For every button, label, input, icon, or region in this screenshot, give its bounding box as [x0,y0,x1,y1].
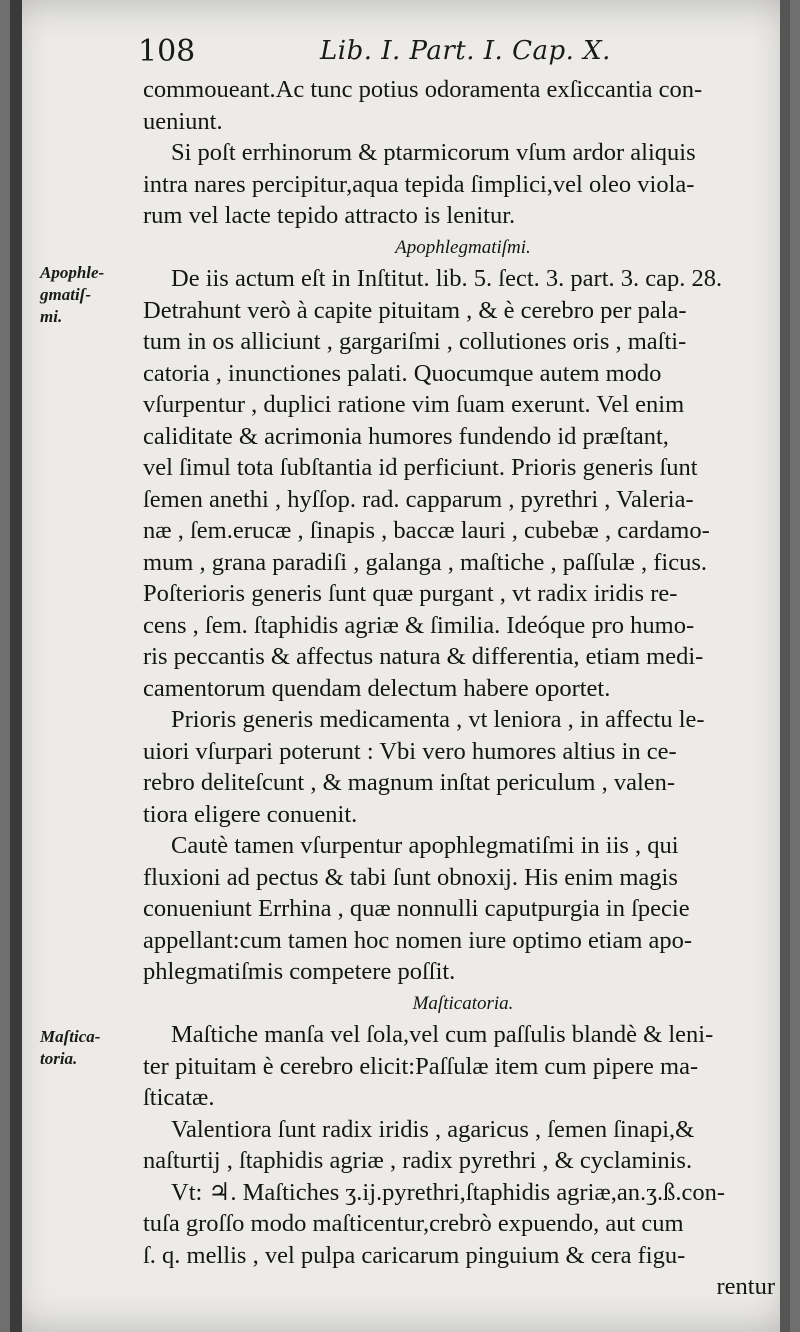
text-line: phlegmatiſmis competere poſſit. [143,958,456,985]
text-line: tuſa groſſo modo maſticentur,crebrò expuendo, aut cum [143,1210,684,1237]
text-line: intra nares percipitur,aqua tepida ſimplici,vel oleo viola- [143,170,695,198]
text-line: Detrahunt verò à capite pituitam , & è cerebro per pala- [143,296,687,324]
page-gutter-shadow [10,0,22,1332]
text-line: Cautè tamen vſurpentur apophlegmatiſmi in iis , qui [171,832,679,859]
text-line: rentur [716,1273,775,1300]
text-line: Poſterioris generis ſunt quæ purgant , vt radix iridis re- [143,580,678,607]
text-line: rum vel lacte tepido attracto is lenitur. [143,202,516,229]
margin-note-masticatoria [40,1026,135,1070]
margin-note-line: gmatiſ- [40,285,91,304]
text-line: ter pituitam è cerebro elicit:Paſſulæ item cum pipere ma- [143,1052,699,1080]
text-line: Prioris generis medicamenta , vt leniora , in affectu le- [171,706,705,733]
section-heading: Maſticatoria. [412,992,514,1014]
running-title: Lib. I. Part. I. Cap. X. [320,36,611,66]
book-page [10,0,790,1332]
margin-note-line: Apophle- [40,263,105,282]
text-line: rebro deliteſcunt , & magnum inſtat periculum , valen- [143,769,676,796]
text-line: Vt: ♃. Maſtiches ʒ.ij.pyrethri,ſtaphidis agriæ,an.ʒ.ß.con- [171,1178,726,1206]
text-line: Maſtiche manſa vel ſola,vel cum paſſulis blandè & leni- [171,1021,714,1048]
text-line: ueniunt. [143,107,223,135]
text-line: commoueant.Ac tunc potius odoramenta exſiccantia con- [143,76,703,103]
text-line: tiora eligere conuenit. [143,800,358,828]
text-line: naſturtij , ſtaphidis agriæ , radix pyrethri , & cyclaminis. [143,1147,693,1174]
margin-note-line: mi. [40,307,63,326]
text-line: ſticatæ. [143,1084,215,1111]
text-line: ris peccantis & affectus natura & differentia, etiam medi- [143,643,704,670]
text-line: vel ſimul tota ſubſtantia id perficiunt. Prioris generis ſunt [143,454,698,481]
text-line: caliditate & acrimonia humores fundendo id præſtant, [143,422,669,450]
page-header [130,34,650,74]
text-line: Si poſt errhinorum & ptarmicorum vſum ardor aliquis [171,139,696,166]
margin-note-apophlegmatismi [40,262,135,328]
text-line: De iis actum eſt in Inſtitut. lib. 5. ſect. 3. part. 3. cap. 28. [171,265,723,292]
section-heading: Apophlegmatiſmi. [395,236,531,258]
text-line: cens , ſem. ſtaphidis agriæ & ſimilia. Ideóque pro humo- [143,611,695,639]
page-number: 108 [138,34,196,69]
text-line: ſemen anethi , hyſſop. rad. capparum , pyrethri , Valeria- [143,485,694,513]
text-line: fluxioni ad pectus & tabi ſunt obnoxij. His enim magis [143,863,678,891]
margin-note-line: toria. [40,1049,78,1068]
body-text [143,74,783,1303]
text-line: mum , grana paradiſi , galanga , maſtiche , paſſulæ , ficus. [143,548,708,576]
text-line: tum in os alliciunt , gargariſmi , collutiones oris , maſti- [143,328,687,355]
text-line: catoria , inunctiones palati. Quocumque autem modo [143,359,662,387]
margin-note-line: Maſtica- [40,1027,101,1046]
text-line: vſurpentur , duplici ratione vim ſuam exerunt. Vel enim [143,391,685,418]
text-line: conueniunt Errhina , quæ nonnulli caputpurgia in ſpecie [143,895,690,922]
text-line: Valentiora ſunt radix iridis , agaricus , ſemen ſinapi,& [171,1115,695,1143]
text-line: camentorum quendam delectum habere oportet. [143,674,611,702]
text-line: uiori vſurpari poterunt : Vbi vero humores altius in ce- [143,737,677,765]
text-line: appellant:cum tamen hoc nomen iure optimo etiam apo- [143,926,693,954]
text-line: ſ. q. mellis , vel pulpa caricarum pinguium & cera figu- [143,1241,686,1269]
text-line: næ , ſem.erucæ , ſinapis , baccæ lauri , cubebæ , cardamo- [143,517,710,544]
